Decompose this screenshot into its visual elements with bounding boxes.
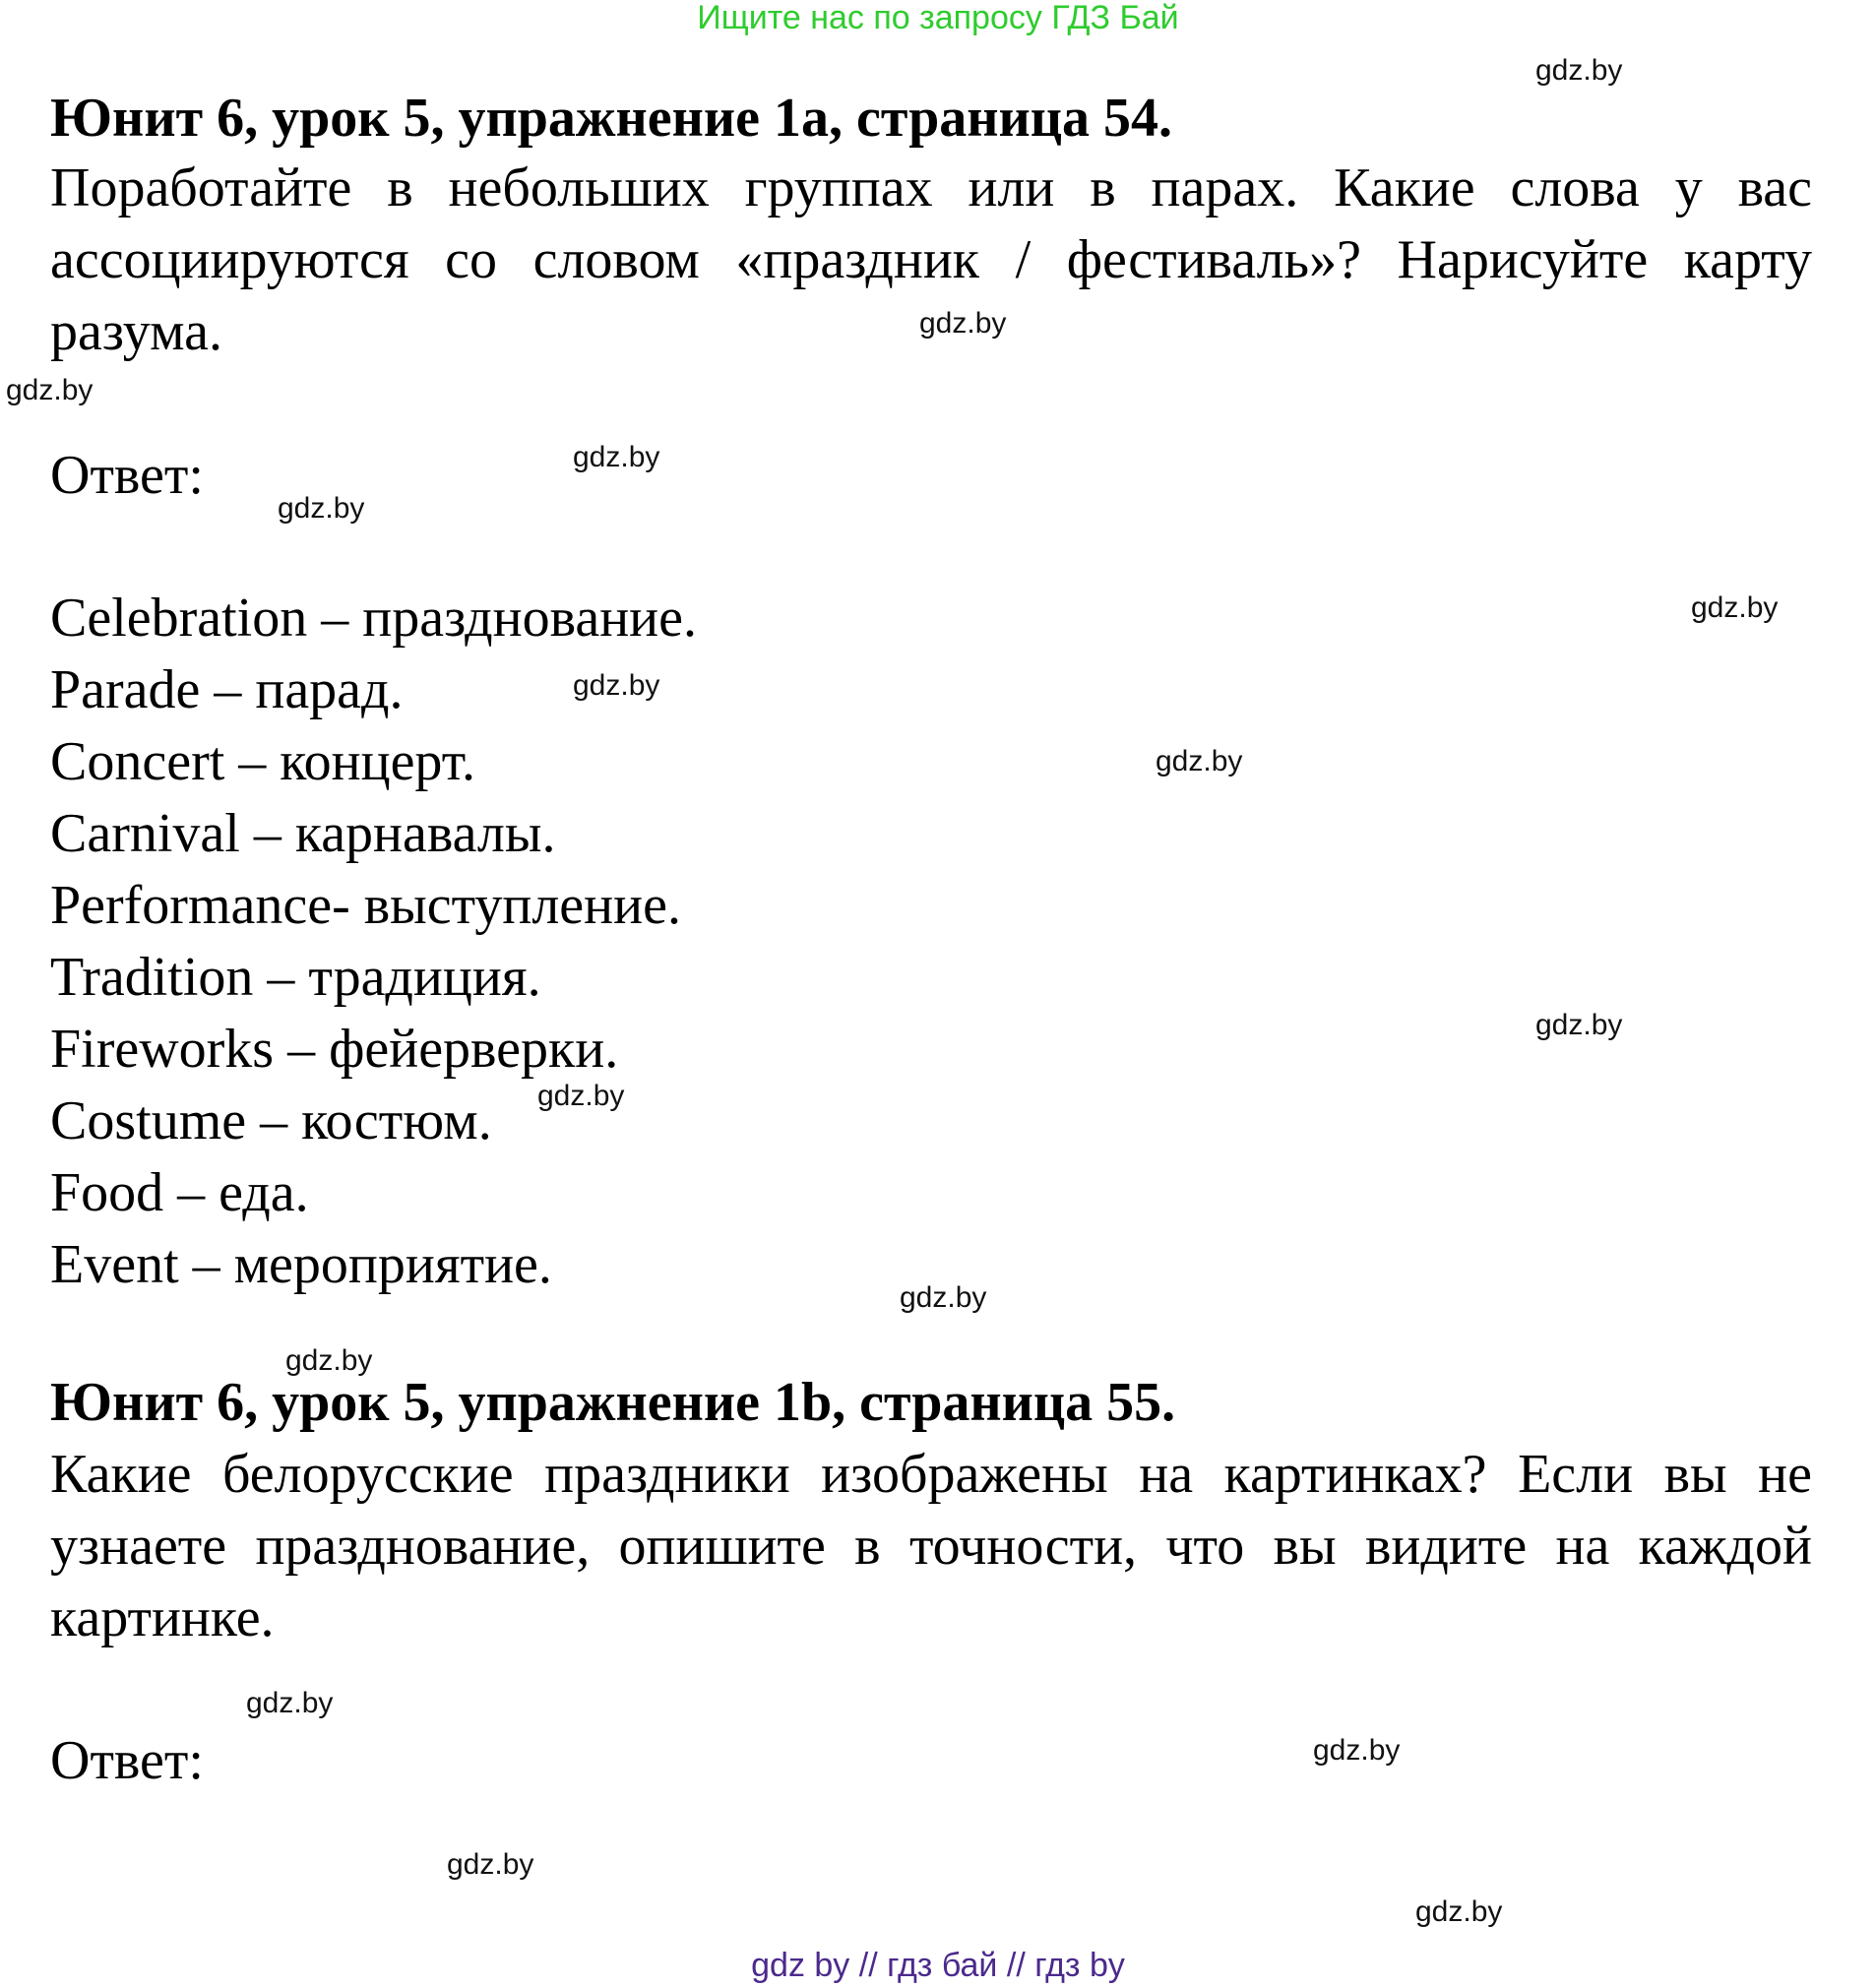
list-item: Event – мероприятие. [50, 1234, 552, 1295]
watermark: gdz.by [447, 1848, 534, 1881]
watermark: gdz.by [537, 1080, 625, 1112]
list-item: Tradition – традиция. [50, 947, 541, 1008]
exercise-1b-task-text: Какие белорусские праздники изображены на картинках? Если вы не узнаете празднование, опишите в точности, что вы видите на каждой картинке. [50, 1444, 1812, 1648]
watermark: gdz.by [1535, 1009, 1623, 1041]
exercise-1a-answer-label: Ответ: [50, 445, 204, 506]
footer-watermark: gdz by // гдз бай // гдз by [751, 1947, 1125, 1984]
watermark: gdz.by [1415, 1895, 1503, 1928]
watermark: gdz.by [1535, 54, 1623, 87]
exercise-1a-task-text: Поработайте в небольших группах или в парах. Какие слова у вас ассоциируются со словом «праздник / фестиваль»? Нарисуйте карту разума. [50, 157, 1812, 362]
list-item: Celebration – празднование. [50, 588, 697, 649]
exercise-1a-heading: Юнит 6, урок 5, упражнение 1а, страница 54. [50, 88, 1173, 149]
list-item: Fireworks – фейерверки. [50, 1019, 619, 1080]
watermark: gdz.by [246, 1687, 334, 1719]
list-item: Performance- выступление. [50, 875, 681, 936]
watermark: gdz.by [6, 374, 94, 406]
exercise-1b-heading: Юнит 6, урок 5, упражнение 1b, страница 55. [50, 1372, 1176, 1433]
exercise-1b-answer-label: Ответ: [50, 1730, 204, 1791]
watermark: gdz.by [573, 441, 660, 473]
list-item: Parade – парад. [50, 659, 404, 720]
watermark: gdz.by [1313, 1734, 1401, 1767]
search-banner: Ищите нас по запросу ГДЗ Бай [697, 0, 1179, 36]
watermark: gdz.by [900, 1281, 987, 1314]
watermark: gdz.by [278, 492, 365, 525]
list-item: Costume – костюм. [50, 1090, 492, 1151]
watermark: gdz.by [919, 307, 1007, 340]
watermark: gdz.by [573, 669, 660, 702]
list-item: Food – еда. [50, 1162, 309, 1223]
watermark: gdz.by [285, 1344, 373, 1377]
watermark: gdz.by [1156, 745, 1243, 777]
watermark: gdz.by [1691, 591, 1779, 624]
list-item: Concert – концерт. [50, 731, 475, 792]
list-item: Carnival – карнавалы. [50, 803, 556, 864]
